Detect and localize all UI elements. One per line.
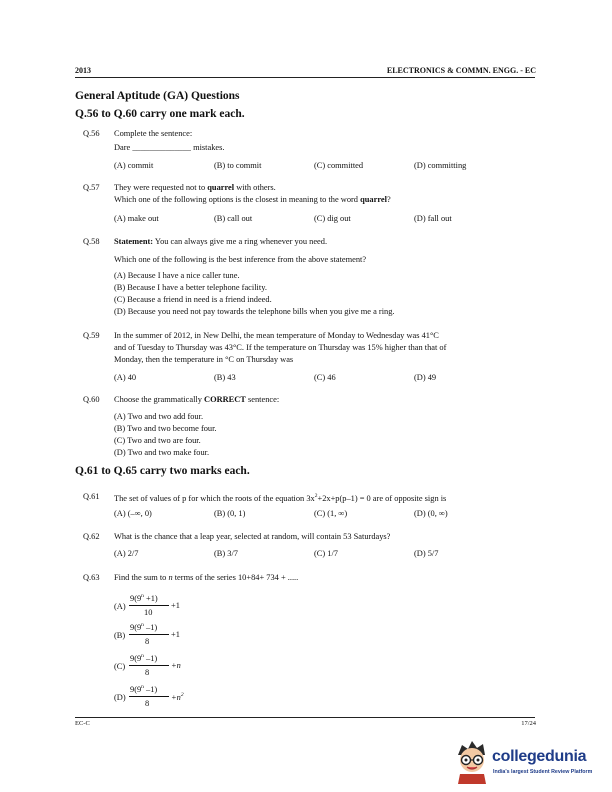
- option-d: (D) 5/7: [414, 549, 439, 558]
- option-label: (B): [114, 631, 126, 640]
- fraction-bar: [129, 634, 169, 635]
- question-number: Q.62: [83, 532, 100, 541]
- question-text: Find the sum to n terms of the series 10+84+ 734 + .....: [114, 573, 299, 582]
- option-d: (D) 49: [414, 373, 437, 382]
- option-d: (D) fall out: [414, 214, 452, 223]
- question-number: Q.57: [83, 183, 100, 192]
- option-label: (C): [114, 662, 126, 671]
- option-label: (D): [114, 693, 126, 702]
- question-text-line2: Which one of the following is the best inference from the above statement?: [114, 255, 367, 264]
- group-one-heading: Q.56 to Q.60 carry one mark each.: [75, 108, 245, 120]
- fraction-numerator: $9(9^n +1)$: [130, 593, 158, 603]
- option-b: (B) 43: [214, 373, 236, 382]
- question-number: Q.56: [83, 129, 100, 138]
- option-d: (D) Two and two make four.: [114, 448, 210, 457]
- footer-page-number: 17/24: [521, 720, 536, 727]
- fraction-denominator: 8: [145, 699, 150, 708]
- option-c: (C) committed: [314, 161, 364, 170]
- option-c: (C) Because a friend in need is a friend indeed.: [114, 295, 272, 304]
- option-addend: $+n^2$: [171, 692, 184, 702]
- fraction-bar: [129, 605, 169, 606]
- question-text: Choose the grammatically CORRECT sentence:: [114, 395, 280, 404]
- footer-paper-code: EC-C: [75, 720, 90, 727]
- option-b: (B) Because I have a better telephone facility.: [114, 283, 267, 292]
- question-text-line2: Which one of the following options is the closest in meaning to the word quarrel?: [114, 195, 391, 204]
- option-d: (D) Because you need not pay towards the telephone bills when you give me a ring.: [114, 307, 395, 316]
- question-text-line2: and of Tuesday to Thursday was 43°C. If the temperature on Thursday was 15% higher than that of: [114, 343, 447, 352]
- option-c: [114, 653, 214, 683]
- logo-wordmark: collegedunia: [492, 748, 587, 765]
- header-year: 2013: [75, 66, 91, 75]
- option-a: (A) 40: [114, 373, 137, 382]
- fraction-denominator: 8: [145, 668, 150, 677]
- option-a: (A) make out: [114, 214, 159, 223]
- option-a: (A) Because I have a nice caller tune.: [114, 271, 240, 280]
- option-a: (A) 2/7: [114, 549, 139, 558]
- question-number: Q.58: [83, 237, 100, 246]
- option-c: (C) 1/7: [314, 549, 338, 558]
- option-addend: +1: [171, 601, 180, 610]
- option-addend: +n: [171, 661, 181, 670]
- option-c: (C) (1, ∞): [314, 509, 348, 518]
- option-a: [114, 593, 214, 623]
- option-b: (B) to commit: [214, 161, 262, 170]
- option-b: (B) Two and two become four.: [114, 424, 217, 433]
- question-text: Complete the sentence:: [114, 129, 193, 138]
- option-b: (B) call out: [214, 214, 253, 223]
- question-text-line2: Dare ______________ mistakes.: [114, 143, 225, 152]
- option-addend: +1: [171, 630, 180, 639]
- collegedunia-logo: [452, 738, 602, 784]
- question-number: Q.59: [83, 331, 100, 340]
- question-text-line3: Monday, then the temperature in °C on Thursday was: [114, 355, 294, 364]
- option-c: (C) Two and two are four.: [114, 436, 201, 445]
- fraction-numerator: 9(9$^n$ –1): [130, 684, 158, 694]
- question-statement: Statement: You can always give me a ring whenever you need.: [114, 237, 328, 246]
- fraction-denominator: 8: [145, 637, 150, 646]
- logo-tagline: India's largest Student Review Platform: [493, 769, 593, 775]
- fraction-denominator: 10: [144, 608, 153, 617]
- section-title: General Aptitude (GA) Questions: [75, 90, 240, 102]
- question-text: The set of values of p for which the roots of the equation $3x^2+2x+p(p-1) = 0$ are of opposite sign is: [114, 493, 447, 503]
- question-text: They were requested not to quarrel with others.: [114, 183, 276, 192]
- header-paper-title: ELECTRONICS & COMMN. ENGG. - EC: [386, 66, 536, 75]
- option-label: (A): [114, 602, 126, 611]
- option-c: (C) 46: [314, 373, 336, 382]
- option-a: (A) commit: [114, 161, 154, 170]
- option-d: (D) committing: [414, 161, 467, 170]
- option-a: (A) Two and two add four.: [114, 412, 204, 421]
- header-rule: [75, 77, 535, 78]
- option-a: (A) (–∞, 0): [114, 509, 152, 518]
- fraction-numerator: 9(9$^n$ –1): [130, 622, 158, 632]
- question-text: What is the chance that a leap year, selected at random, will contain 53 Saturdays?: [114, 532, 391, 541]
- option-b: (B) (0, 1): [214, 509, 246, 518]
- fraction-numerator: 9(9$^n$ –1): [130, 653, 158, 663]
- fraction-bar: [129, 696, 169, 697]
- student-mascot-icon: [452, 738, 492, 784]
- option-d: [114, 684, 214, 714]
- group-two-heading: Q.61 to Q.65 carry two marks each.: [75, 465, 250, 477]
- footer-rule: [75, 717, 535, 718]
- question-text-line1: In the summer of 2012, in New Delhi, the mean temperature of Monday to Wednesday was 41°C: [114, 331, 439, 340]
- option-d: (D) (0, ∞): [414, 509, 448, 518]
- question-number: Q.61: [83, 492, 100, 501]
- question-number: Q.63: [83, 573, 100, 582]
- option-b: (B) 3/7: [214, 549, 238, 558]
- question-number: Q.60: [83, 395, 100, 404]
- option-b: [114, 622, 214, 652]
- option-c: (C) dig out: [314, 214, 351, 223]
- fraction-bar: [129, 665, 169, 666]
